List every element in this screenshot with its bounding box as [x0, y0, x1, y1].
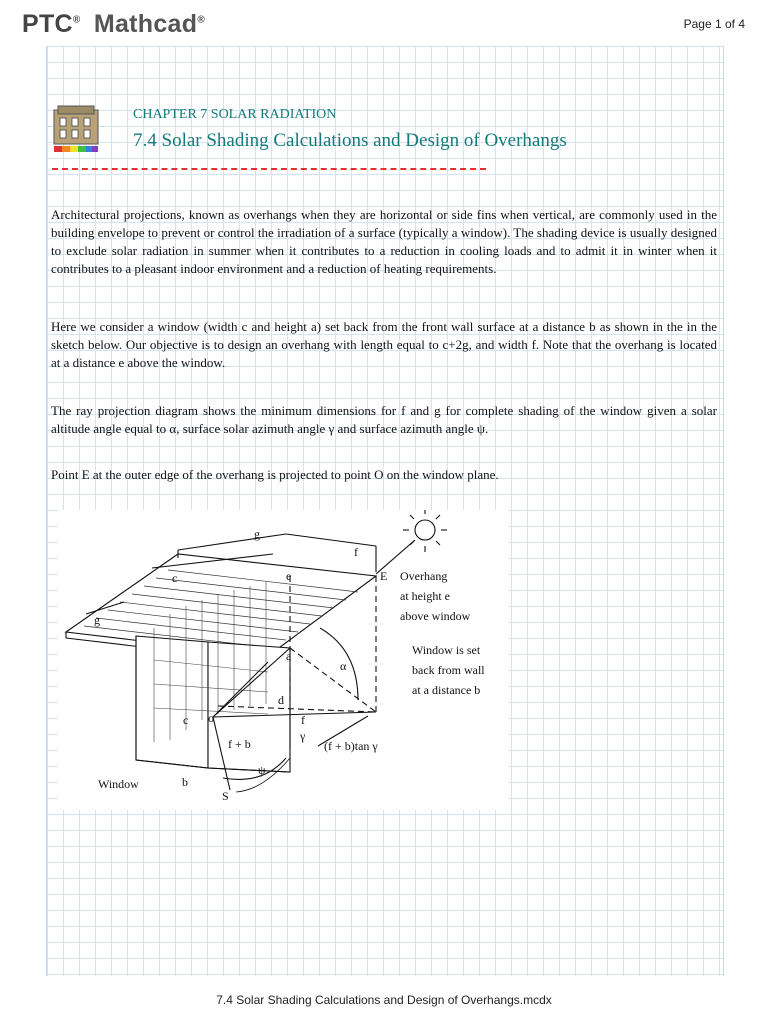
label-gamma: γ [300, 729, 306, 743]
label-window: Window [98, 777, 139, 791]
label-psi: ψ [258, 763, 266, 777]
page-indicator: Page 1 of 4 [683, 17, 745, 31]
paragraph-window-setup: Here we consider a window (width c and height a) set back from the front wall surface at a distance b as shown in the in the sketch below. Our objective is to design an overhang with length equal to c+2g, and width f. Note that the overhang is located at a distance e above the window. [51, 319, 717, 370]
label-S: S [222, 789, 229, 803]
note-window-3: at a distance b [412, 683, 481, 697]
label-d: d [278, 693, 284, 707]
label-alpha: α [340, 659, 347, 673]
chapter-label: CHAPTER 7 SOLAR RADIATION [133, 107, 337, 122]
label-a: a [286, 649, 292, 663]
label-f-plus-b: f + b [228, 737, 251, 751]
label-c-low: c [183, 713, 189, 727]
overhang-diagram [58, 510, 508, 810]
label-o: o [208, 711, 214, 725]
label-g-left: g [94, 613, 100, 627]
label-g-top: g [254, 527, 260, 541]
paragraph-ray-projection: The ray projection diagram shows the minimum dimensions for f and g for complete shading of the window given a solar altitude angle equal to α, surface solar azimuth angle γ and surface azimuth angle ψ. [51, 403, 717, 436]
document-filename: 7.4 Solar Shading Calculations and Design of Overhangs.mcdx [216, 993, 552, 1007]
sun-icon [403, 510, 447, 552]
label-b: b [182, 775, 188, 789]
chapter-icon [52, 104, 100, 156]
paragraph-overhangs-intro: Architectural projections, known as overhangs when they are horizontal or side fins when vertical, are commonly used in the building envelope to prevent or control the irradiation of a surface (typically a window). The shading device is usually designed to exclude solar radiation in summer when it contributes to a reduction in cooling loads and to admit it in winter when it contributes to a pleasant indoor environment and a reduction of heating requirements. [51, 207, 717, 276]
section-title: 7.4 Solar Shading Calculations and Design of Overhangs [133, 130, 567, 151]
top-bar [0, 0, 768, 50]
note-overhang-1: Overhang [400, 569, 448, 583]
mathcad-logo: PTC® Mathcad® [22, 10, 206, 38]
label-f-top: f [354, 545, 358, 559]
label-point-E: E [380, 569, 388, 583]
label-ftan: (f + b)tan γ [324, 739, 378, 753]
note-window-2: back from wall [412, 663, 485, 677]
paragraph-point-projection: Point E at the outer edge of the overhang is projected to point O on the window plane. [51, 467, 499, 482]
title-divider [52, 168, 486, 170]
label-e: e [286, 569, 292, 583]
label-c: c [172, 571, 178, 585]
label-f-right: f [301, 713, 305, 727]
note-overhang-3: above window [400, 609, 471, 623]
note-window-1: Window is set [412, 643, 481, 657]
note-overhang-2: at height e [400, 589, 450, 603]
